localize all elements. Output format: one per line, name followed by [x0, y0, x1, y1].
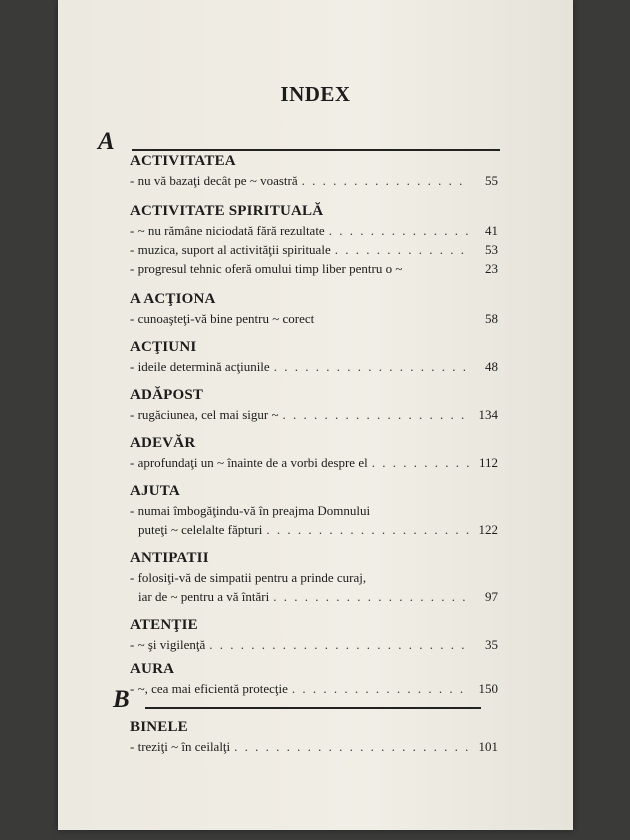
dot-leader: [266, 520, 470, 539]
dot-leader: [274, 357, 470, 376]
page-number: 101: [478, 739, 498, 754]
entry-heading: BINELE: [130, 719, 188, 735]
entry-text: - cunoaşteţi-vă bine pentru ~ corect: [130, 311, 315, 326]
page-number: 41: [485, 223, 498, 238]
entry-line: [130, 453, 498, 472]
entry-heading: ACTIVITATEA: [130, 153, 236, 169]
index-entry: [130, 434, 498, 472]
entry-line: [130, 221, 498, 240]
page-number: 53: [485, 242, 498, 257]
section-rule: [132, 149, 500, 151]
dot-leader: [273, 587, 470, 606]
dot-leader: [335, 240, 470, 259]
entry-line: [130, 357, 498, 376]
index-entry: [130, 338, 498, 376]
page-number: 58: [485, 311, 498, 326]
dot-leader: [372, 453, 470, 472]
entry-line: [130, 587, 498, 606]
entry-line: [130, 635, 498, 654]
page-number: 97: [485, 589, 498, 604]
entry-line: [130, 309, 498, 328]
entry-text: - progresul tehnic oferă omului timp liber pentru o ~: [130, 261, 403, 276]
dot-leader: [302, 171, 470, 190]
entry-line: [130, 568, 498, 587]
entry-line: [130, 259, 498, 278]
entry-heading: ACTIVITATE SPIRITUALĂ: [130, 203, 324, 219]
entry-text: - numai îmbogăţindu-vă în preajma Domnului: [130, 503, 371, 518]
section-letter: B: [113, 686, 130, 713]
section-letter: A: [98, 128, 115, 155]
index-title: INDEX: [280, 82, 351, 106]
entry-heading: A ACŢIONA: [130, 291, 216, 307]
entry-text: - treziţi ~ în ceilalţi: [130, 739, 231, 754]
section-rule: [145, 707, 481, 709]
dot-leader: [209, 635, 470, 654]
index-entry: [130, 386, 498, 424]
index-entry: [130, 549, 498, 606]
entry-text: - nu vă bazaţi decât pe ~ voastră: [130, 173, 298, 188]
dot-leader: [292, 679, 470, 698]
entry-line: [130, 501, 498, 520]
entry-heading: ACŢIUNI: [130, 339, 197, 355]
dot-leader: [234, 737, 470, 756]
index-entry: [130, 616, 498, 654]
page-number: 55: [485, 173, 498, 188]
index-page: [58, 0, 573, 830]
entry-heading: ANTIPATII: [130, 550, 209, 566]
entry-heading: ADEVĂR: [130, 435, 196, 451]
index-entry: [130, 482, 498, 539]
section-b-entries: [130, 718, 498, 756]
index-entry: [130, 718, 498, 756]
page-number: 48: [485, 359, 498, 374]
entry-line: [130, 171, 498, 190]
index-entry: [130, 290, 498, 328]
entry-text: iar de ~ pentru a vă întări: [138, 589, 270, 604]
entry-text: - rugăciunea, cel mai sigur ~: [130, 407, 279, 422]
page-number: 23: [485, 261, 498, 276]
entry-line: [130, 679, 498, 698]
entry-line: [130, 737, 498, 756]
entry-line: [130, 240, 498, 259]
index-entry: [130, 202, 498, 278]
entry-text: - muzica, suport al activităţii spirituale: [130, 242, 331, 257]
entry-heading: ATENŢIE: [130, 617, 198, 633]
dot-leader: [329, 221, 470, 240]
entry-line: [130, 405, 498, 424]
index-entry: [130, 660, 498, 698]
entry-text: puteţi ~ celelalte făpturi: [138, 522, 263, 537]
section-a-entries: [130, 152, 498, 698]
entry-heading: ADĂPOST: [130, 387, 204, 403]
entry-text: - ideile determină acţiunile: [130, 359, 270, 374]
page-number: 122: [478, 522, 498, 537]
entry-text: - aprofundaţi un ~ înainte de a vorbi despre el: [130, 455, 368, 470]
entry-heading: AURA: [130, 661, 175, 677]
entry-text: - folosiţi-vă de simpatii pentru a prinde curaj,: [130, 570, 367, 585]
page-number: 112: [478, 455, 498, 470]
entry-text: - ~, cea mai eficientă protecţie: [130, 681, 288, 696]
entry-text: - ~ nu rămâne niciodată fără rezultate: [130, 223, 325, 238]
page-number: 35: [485, 637, 498, 652]
index-entry: [130, 152, 498, 190]
entry-text: - ~ şi vigilenţă: [130, 637, 206, 652]
page-number: 150: [478, 681, 498, 696]
dot-leader: [283, 405, 470, 424]
entry-heading: AJUTA: [130, 483, 180, 499]
page-number: 134: [478, 407, 498, 422]
entry-line: [130, 520, 498, 539]
